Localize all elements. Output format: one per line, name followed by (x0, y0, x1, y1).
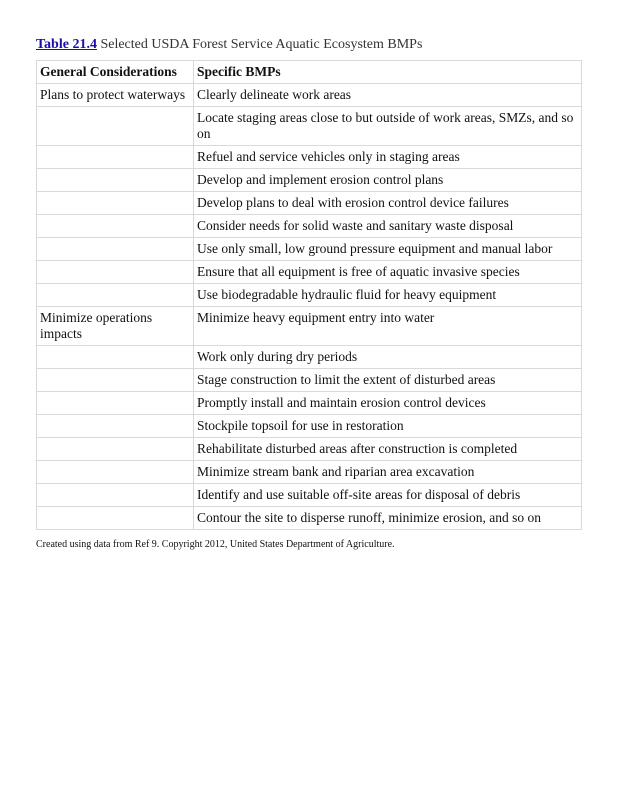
general-consideration-cell (37, 484, 194, 507)
specific-bmp-cell: Develop and implement erosion control plans (194, 169, 582, 192)
specific-bmp-cell: Refuel and service vehicles only in staging areas (194, 146, 582, 169)
specific-bmp-cell: Work only during dry periods (194, 346, 582, 369)
general-consideration-cell (37, 215, 194, 238)
specific-bmp-cell: Identify and use suitable off-site areas for disposal of debris (194, 484, 582, 507)
table-row (37, 215, 582, 238)
specific-bmp-cell: Use biodegradable hydraulic fluid for heavy equipment (194, 284, 582, 307)
specific-bmp-cell: Minimize heavy equipment entry into water (194, 307, 582, 346)
general-consideration-cell (37, 392, 194, 415)
general-consideration-cell (37, 369, 194, 392)
specific-bmp-cell: Use only small, low ground pressure equipment and manual labor (194, 238, 582, 261)
table-row (37, 107, 582, 146)
general-consideration-cell: Minimize operations impacts (37, 307, 194, 346)
header-general-considerations: General Considerations (37, 61, 194, 84)
header-specific-bmps: Specific BMPs (194, 61, 582, 84)
table-caption (36, 36, 582, 54)
table-row (37, 415, 582, 438)
table-label-link[interactable]: Table 21.4 (36, 37, 97, 52)
table-row (37, 146, 582, 169)
specific-bmp-cell: Clearly delineate work areas (194, 84, 582, 107)
table-row (37, 369, 582, 392)
general-consideration-cell (37, 284, 194, 307)
specific-bmp-cell: Stockpile topsoil for use in restoration (194, 415, 582, 438)
general-consideration-cell (37, 438, 194, 461)
specific-bmp-cell: Stage construction to limit the extent of disturbed areas (194, 369, 582, 392)
table-title: Selected USDA Forest Service Aquatic Ecosystem BMPs (100, 37, 423, 52)
table-row (37, 484, 582, 507)
table-row (37, 238, 582, 261)
table-header-row (37, 61, 582, 84)
table-row (37, 84, 582, 107)
general-consideration-cell (37, 507, 194, 530)
table-row (37, 307, 582, 346)
general-consideration-cell (37, 107, 194, 146)
table-row (37, 392, 582, 415)
specific-bmp-cell: Promptly install and maintain erosion control devices (194, 392, 582, 415)
table-row (37, 346, 582, 369)
source-footnote: Created using data from Ref 9. Copyright 2012, United States Department of Agriculture. (36, 539, 395, 550)
general-consideration-cell (37, 346, 194, 369)
specific-bmp-cell: Locate staging areas close to but outside of work areas, SMZs, and so on (194, 107, 582, 146)
specific-bmp-cell: Contour the site to disperse runoff, minimize erosion, and so on (194, 507, 582, 530)
specific-bmp-cell: Minimize stream bank and riparian area excavation (194, 461, 582, 484)
table-row (37, 192, 582, 215)
table-row (37, 261, 582, 284)
table-row (37, 284, 582, 307)
general-consideration-cell (37, 146, 194, 169)
general-consideration-cell (37, 238, 194, 261)
general-consideration-cell (37, 169, 194, 192)
document-page (36, 36, 582, 550)
bmp-table (36, 60, 582, 530)
table-row (37, 507, 582, 530)
specific-bmp-cell: Develop plans to deal with erosion control device failures (194, 192, 582, 215)
specific-bmp-cell: Rehabilitate disturbed areas after construction is completed (194, 438, 582, 461)
table-row (37, 169, 582, 192)
table-body (37, 84, 582, 530)
specific-bmp-cell: Ensure that all equipment is free of aquatic invasive species (194, 261, 582, 284)
general-consideration-cell (37, 461, 194, 484)
general-consideration-cell (37, 192, 194, 215)
specific-bmp-cell: Consider needs for solid waste and sanitary waste disposal (194, 215, 582, 238)
table-row (37, 461, 582, 484)
general-consideration-cell (37, 415, 194, 438)
general-consideration-cell: Plans to protect waterways (37, 84, 194, 107)
table-row (37, 438, 582, 461)
general-consideration-cell (37, 261, 194, 284)
